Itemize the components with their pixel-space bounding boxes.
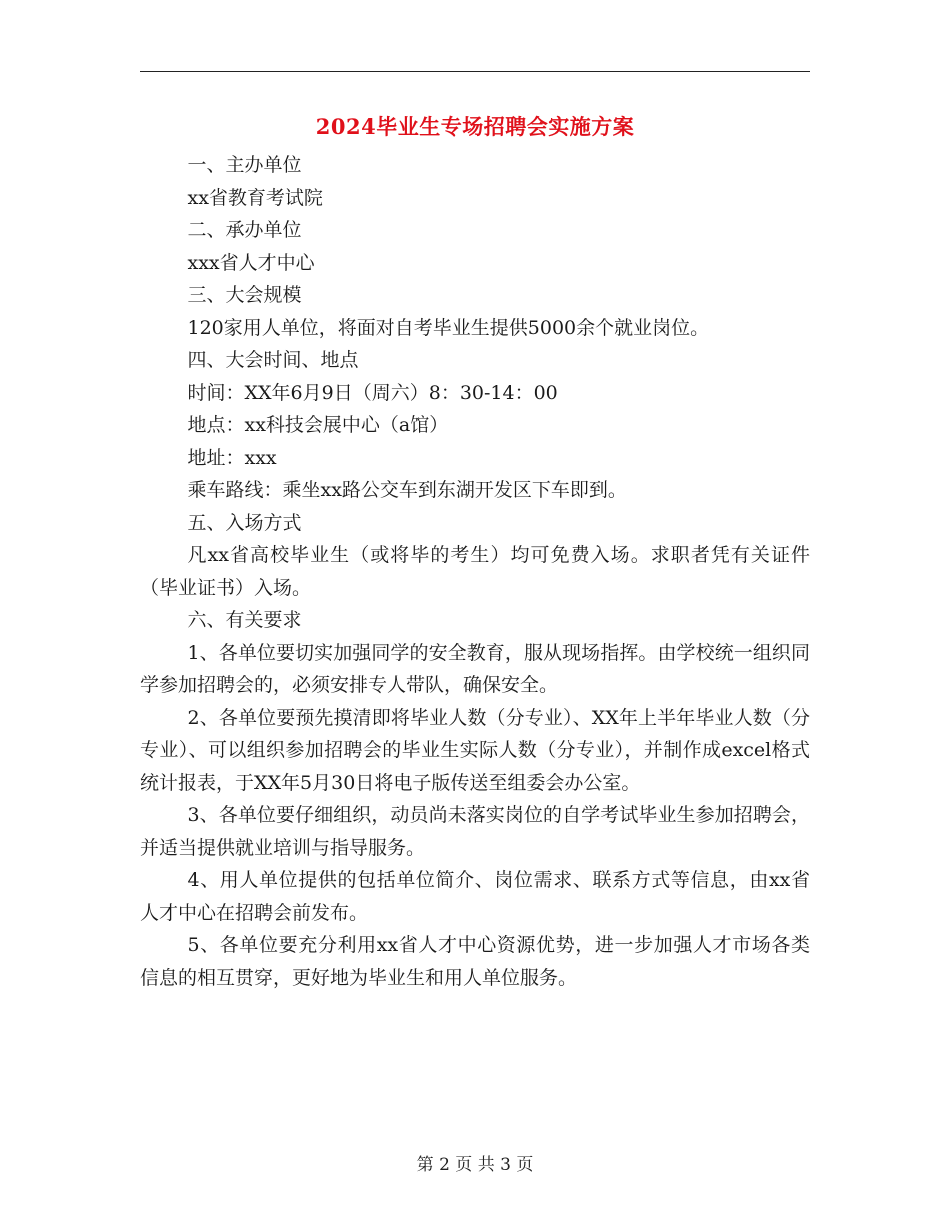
paragraph: 一、主办单位 bbox=[187, 154, 302, 176]
document-body bbox=[140, 149, 810, 994]
paragraph: xxx省人才中心 bbox=[187, 251, 315, 274]
document-title: 2024毕业生专场招聘会实施方案 bbox=[315, 114, 635, 139]
paragraph: 三、大会规模 bbox=[187, 284, 302, 306]
paragraph: 2、各单位要预先摸清即将毕业人数（分专业）、XX年上半年毕业人数（分专业）、可以组织参加招聘会的毕业生实际人数（分专业），并制作成excel格式统计报表，于XX年5月30日将电子版传送至组委会办公室。 bbox=[140, 706, 810, 794]
paragraph: 五、入场方式 bbox=[187, 511, 302, 534]
paragraph: 二、承办单位 bbox=[187, 219, 302, 241]
paragraph: 六、有关要求 bbox=[187, 609, 302, 631]
paragraph: 凡xx省高校毕业生（或将毕的考生）均可免费入场。求职者凭有关证件（毕业证书）入场。 bbox=[140, 544, 810, 599]
paragraph: xx省教育考试院 bbox=[187, 186, 323, 209]
paragraph: 时间：XX年6月9日（周六）8：30-14：00 bbox=[187, 381, 558, 404]
page-footer: 第 2 页 共 3 页 bbox=[416, 1155, 534, 1175]
paragraph: 4、用人单位提供的包括单位简介、岗位需求、联系方式等信息，由xx省人才中心在招聘会前发布。 bbox=[140, 869, 810, 924]
paragraph: 地点：xx科技会展中心（a馆） bbox=[187, 414, 449, 436]
paragraph: 120家用人单位，将面对自考毕业生提供5000余个就业岗位。 bbox=[187, 316, 710, 339]
paragraph: 地址：xxx bbox=[187, 446, 277, 469]
paragraph: 1、各单位要切实加强同学的安全教育，服从现场指挥。由学校统一组织同学参加招聘会的，必须安排专人带队，确保安全。 bbox=[140, 641, 810, 696]
header-rule bbox=[140, 71, 810, 72]
paragraph: 乘车路线：乘坐xx路公交车到东湖开发区下车即到。 bbox=[187, 479, 627, 501]
paragraph: 四、大会时间、地点 bbox=[187, 349, 359, 371]
paragraph: 5、各单位要充分利用xx省人才中心资源优势，进一步加强人才市场各类信息的相互贯穿，更好地为毕业生和用人单位服务。 bbox=[140, 934, 810, 989]
paragraph: 3、各单位要仔细组织，动员尚未落实岗位的自学考试毕业生参加招聘会，并适当提供就业培训与指导服务。 bbox=[140, 804, 810, 859]
